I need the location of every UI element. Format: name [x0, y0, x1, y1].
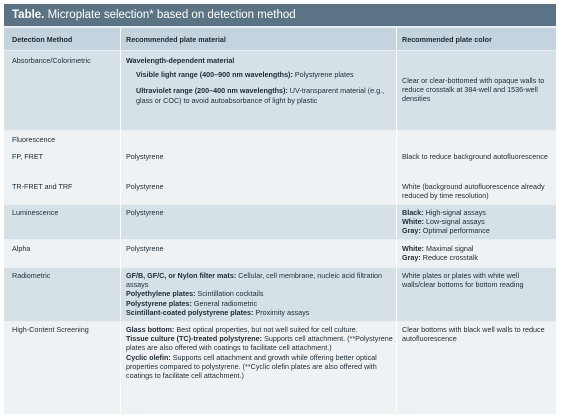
row-color: Clear or clear-bottomed with opaque walls to reduce crosstalk at 384-well and 1536-well densities [402, 76, 545, 104]
table-row [4, 205, 556, 239]
color-label-black: Black: [402, 208, 424, 217]
header-detection-method: Detection Method [12, 35, 73, 44]
color-label-gray: Gray: [402, 226, 421, 236]
table-row [4, 148, 556, 174]
table-row [4, 131, 556, 148]
row-color [402, 244, 550, 262]
row-material: Polystyrene [126, 152, 164, 161]
table-row [4, 240, 556, 267]
material-label: GF/B, GF/C, or Nylon filter mats: [126, 271, 237, 280]
material-label: Polyethylene plates: [126, 289, 196, 299]
color-text: High-signal assays [425, 208, 486, 217]
uv-text: UV-transparent material (e.g., glass or COC) to avoid autoabsorbance of light by plastic [136, 86, 385, 105]
uv-range [136, 86, 396, 104]
row-color [402, 208, 550, 236]
material-label: Polystyrene plates: [126, 298, 192, 308]
material-label: Cyclic olefin: [126, 352, 171, 362]
material-text: Supports cell attachment and growth while offering better optical properties compared to polystyrene. (**Cyclic olefin plates are also offered with coatings to facilitate cell attachment.) [126, 352, 377, 381]
material-text: Proximity assays [255, 307, 310, 317]
color-label-gray: Gray: [402, 253, 421, 263]
material-text: Best optical properties, but not well suited for cell culture. [176, 325, 358, 334]
table-title-label: Table. [12, 9, 45, 21]
visible-label: Visible light range (400–900 nm wavelengths): [136, 70, 293, 80]
row-method: Absorbance/Colorimetric [12, 56, 91, 65]
material-text: Cellular, cell membrane, nucleic acid filtration assays [126, 271, 383, 290]
row-method: FP, FRET [12, 152, 44, 161]
uv-label: Ultraviolet range (200–400 nm wavelengths): [136, 86, 288, 96]
row-color: White plates or plates with white well walls/clear bottoms for bottom reading [402, 271, 524, 290]
row-material [126, 271, 396, 317]
row-material [126, 56, 396, 105]
row-material: Polystyrene [126, 244, 164, 253]
color-text: Low-signal assays [425, 217, 485, 227]
color-text: Optimal performance [422, 226, 490, 236]
material-title: Wavelength-dependent material [126, 56, 235, 65]
table-figure [4, 4, 556, 414]
table-title-text: Microplate selection* based on detection method [47, 9, 296, 21]
column-divider [396, 28, 397, 414]
color-label-white: White: [402, 244, 424, 253]
material-label: Scintillant-coated polystyrene plates: [126, 307, 254, 317]
material-text: Supports cell attachment. (**Polystyrene plates are also offered with coatings to facilitate cell attachment.) [126, 334, 393, 353]
table-row [4, 268, 556, 321]
row-material [126, 325, 396, 380]
color-label-white: White: [402, 217, 424, 227]
row-material: Polystyrene [126, 182, 164, 191]
row-method: Fluorescence [12, 135, 56, 144]
row-material: Polystyrene [126, 208, 164, 217]
table-header [4, 28, 556, 50]
material-text: Scintillation cocktails [197, 289, 264, 299]
row-method: TR-FRET and TRF [12, 182, 73, 191]
color-text: Reduce crosstalk [422, 253, 478, 263]
row-method: Luminescence [12, 208, 59, 217]
material-text: General radiometric [193, 298, 258, 308]
column-divider [120, 28, 121, 414]
material-label: Glass bottom: [126, 325, 175, 334]
table-row [4, 322, 556, 414]
row-method: Radiometric [12, 271, 51, 280]
row-method: Alpha [12, 244, 31, 253]
row-color: Black to reduce background autofluorescence [402, 152, 548, 161]
row-color: Clear bottoms with black well walls to reduce autofluorescence [402, 325, 545, 344]
header-plate-color: Recommended plate color [402, 35, 492, 44]
visible-text: Polystyrene plates [294, 70, 354, 80]
material-label: Tissue culture (TC)-treated polystyrene: [126, 334, 263, 344]
row-method: High-Content Screening [12, 325, 89, 334]
table-title [4, 4, 556, 26]
table-row [4, 51, 556, 130]
visible-range [136, 70, 396, 79]
color-text: Maximal signal [425, 244, 474, 253]
row-color: White (background autofluorescence already reduced by time resolution) [402, 182, 545, 201]
table-row [4, 174, 556, 204]
header-plate-material: Recommended plate material [126, 35, 226, 44]
